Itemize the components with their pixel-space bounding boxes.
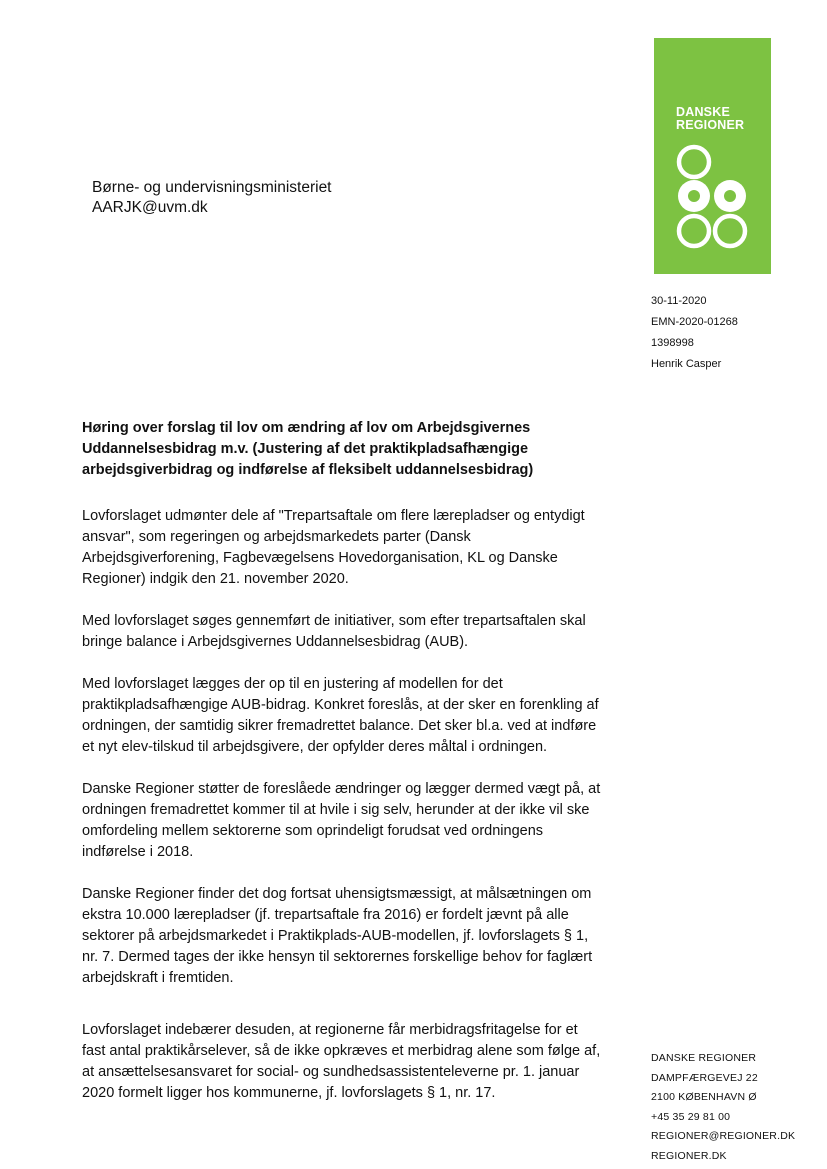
footer-city: 2100 KØBENHAVN Ø: [651, 1091, 757, 1103]
paragraph-line: Lovforslaget indebærer desuden, at regionerne får merbidragsfritagelse for et: [82, 1022, 578, 1038]
logo-text-line: DANSKE: [676, 105, 730, 119]
recipient-address: [92, 178, 332, 218]
paragraph-line: sektorer på arbejdsmarkedet i Praktikplads-AUB-modellen, jf. lovforslagets § 1,: [82, 928, 589, 944]
paragraph: [82, 506, 622, 590]
footer-street: DAMPFÆRGEVEJ 22: [651, 1071, 758, 1084]
paragraph-line: 2020 formelt ligger hos kommunerne, jf. lovforslagets § 1, nr. 17.: [82, 1085, 496, 1101]
paragraph-line: et nyt elev-tilskud til arbejdsgivere, der opfylder deres måltal i ordningen.: [82, 739, 548, 755]
logo-text-line: REGIONER: [676, 118, 745, 132]
footer-email: REGIONER@REGIONER.DK: [651, 1130, 796, 1142]
paragraph-line: ansvar", som regeringen og arbejdsmarkedets parter (Dansk: [82, 529, 471, 545]
paragraph-line: omfordeling mellem sektorerne som oprindeligt forudsat ved ordningens: [82, 823, 544, 839]
paragraph-line: Arbejdsgiverforening, Fagbevægelsens Hovedorganisation, KL og Danske: [82, 550, 558, 566]
paragraph-line: Danske Regioner finder det dog fortsat uhensigtsmæssigt, at målsætningen om: [82, 886, 592, 902]
paragraph-line: Med lovforslaget søges gennemført de initiativer, som efter trepartsaftalen skal: [82, 613, 586, 629]
heading-line: arbejdsgiverbidrag og indførelse af fleksibelt uddannelsesbidrag): [82, 462, 534, 478]
logo-rings-icon: [654, 38, 771, 274]
recipient-email: AARJK@uvm.dk: [92, 199, 208, 216]
paragraph-line: Regioner) indgik den 21. november 2020.: [82, 571, 349, 587]
meta-date: 30-11-2020: [651, 295, 707, 307]
paragraph-line: Lovforslaget udmønter dele af "Trepartsaftale om flere lærepladser og entydigt: [82, 508, 585, 524]
paragraph-line: arbejdskraft i fremtiden.: [82, 970, 234, 986]
footer-phone: +45 35 29 81 00: [651, 1110, 731, 1123]
paragraph-line: nr. 7. Dermed tages der ikke hensyn til sektorernes forskellige behov for faglært: [82, 949, 593, 965]
footer-org-name: DANSKE REGIONER: [651, 1052, 757, 1064]
paragraph-line: Danske Regioner støtter de foreslåede ændringer og lægger dermed vægt på, at: [82, 781, 601, 797]
paragraph: [82, 611, 622, 653]
meta-author: Henrik Casper: [651, 358, 722, 370]
paragraph-line: ekstra 10.000 lærepladser (jf. trepartsaftale fra 2016) er fordelt jævnt på alle: [82, 907, 569, 923]
letter-heading: [82, 418, 552, 481]
paragraph: [82, 884, 622, 989]
paragraph-line: fast antal praktikårselever, så de ikke opkræves et merbidrag alene som følge af,: [82, 1043, 601, 1059]
paragraph-line: at ansættelsesansvaret for social- og sundhedsassistenteleverne pr. 1. januar: [82, 1064, 580, 1080]
heading-line: Uddannelsesbidrag m.v. (Justering af det praktikpladsafhængige: [82, 441, 529, 457]
paragraph-line: Med lovforslaget lægges der op til en justering af modellen for det: [82, 676, 503, 692]
paragraph-line: praktikpladsafhængige AUB-bidrag. Konkret foreslås, at der sker en forenkling af: [82, 697, 599, 713]
paragraph-line: ordningen fremadrettet kommer til at hvile i sig selv, herunder at der ikke vil ske: [82, 802, 590, 818]
meta-document-number: 1398998: [651, 337, 694, 349]
recipient-line: Børne- og undervisningsministeriet: [92, 179, 332, 196]
letter-body: [82, 506, 622, 1125]
footer-website: REGIONER.DK: [651, 1149, 727, 1162]
heading-line: Høring over forslag til lov om ændring af lov om Arbejdsgivernes: [82, 420, 531, 436]
paragraph-line: bringe balance i Arbejdsgivernes Uddannelsesbidrag (AUB).: [82, 634, 469, 650]
paragraph-line: ordningen, der samtidig sikrer fremadrettet balance. Det sker bl.a. ved at indføre: [82, 718, 597, 734]
paragraph: [82, 1020, 622, 1104]
meta-case-number: EMN-2020-01268: [651, 316, 738, 328]
document-meta: [651, 291, 738, 375]
paragraph-line: indførelse i 2018.: [82, 844, 194, 860]
sender-address: [651, 1049, 795, 1166]
danske-regioner-logo: [654, 38, 771, 274]
paragraph: [82, 779, 622, 863]
paragraph: [82, 674, 622, 758]
